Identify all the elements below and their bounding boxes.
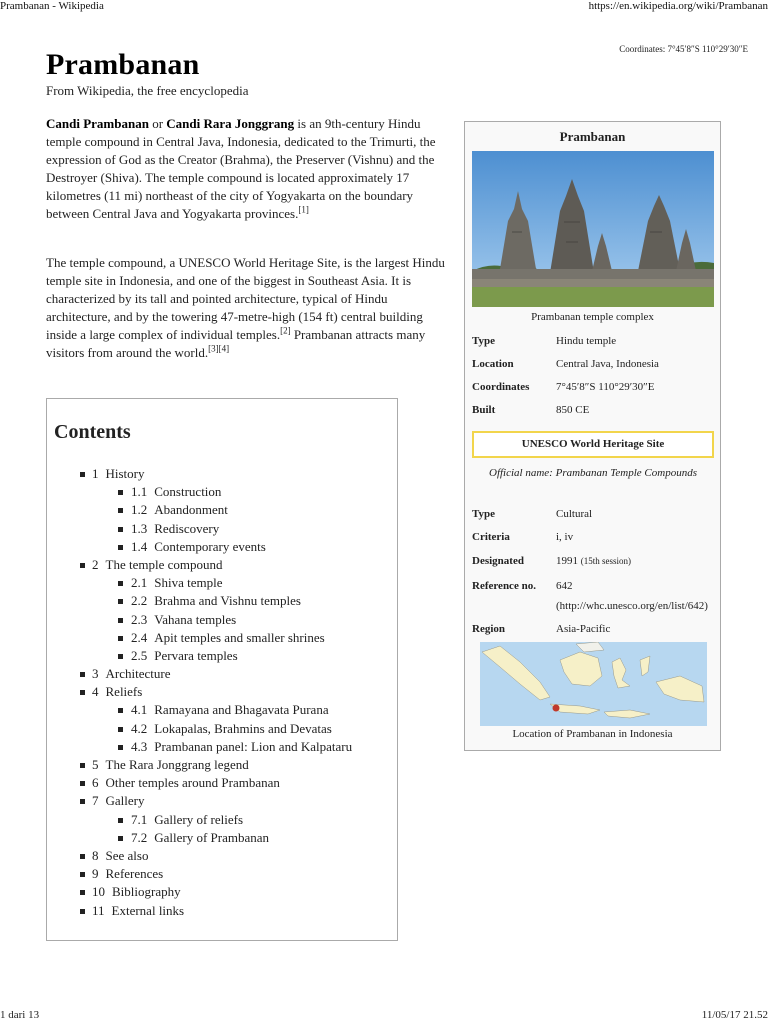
toc-item-text[interactable] — [92, 465, 145, 483]
toc-number: 6 — [92, 775, 99, 791]
citation-3[interactable]: [3] — [208, 343, 219, 354]
toc-item-text[interactable] — [92, 683, 142, 701]
toc-number: 7.1 — [131, 811, 148, 827]
toc-number: 3 — [92, 666, 99, 682]
toc-number: 7.2 — [131, 829, 148, 845]
infobox-label: Criteria — [472, 531, 510, 543]
bullet-icon — [80, 563, 85, 568]
toc-label: Contemporary events — [154, 538, 266, 554]
toc-number: 1 — [92, 466, 99, 481]
infobox-value — [556, 504, 716, 524]
toc-number: 2.3 — [131, 611, 148, 627]
bullet-icon — [118, 581, 123, 586]
toc-item[interactable] — [47, 683, 397, 701]
indonesia-map-image — [480, 642, 707, 726]
toc-number: 2.1 — [131, 575, 148, 591]
official-name: Official name: Prambanan Temple Compounds — [489, 467, 697, 479]
map-caption: Location of Prambanan in Indonesia — [512, 728, 673, 740]
toc-item-text[interactable] — [131, 538, 266, 556]
toc-item[interactable] — [47, 774, 397, 792]
toc-item[interactable] — [47, 792, 397, 810]
temple-photo[interactable] — [472, 151, 714, 307]
toc-label: Brahma and Vishnu temples — [154, 593, 301, 609]
toc-label: Pervara temples — [154, 647, 238, 663]
infobox-value — [556, 619, 716, 639]
toc-number: 5 — [92, 757, 99, 772]
toc-label: Shiva temple — [154, 575, 223, 591]
toc-label: The temple compound — [105, 556, 223, 572]
bullet-icon — [80, 472, 85, 477]
bullet-icon — [118, 508, 123, 513]
bullet-icon — [118, 599, 123, 604]
toc-item[interactable] — [47, 483, 397, 501]
location-marker — [553, 705, 560, 712]
bullet-icon — [118, 727, 123, 732]
or-word: or — [148, 116, 167, 131]
toc-item-text[interactable] — [131, 701, 329, 719]
toc-number: 1.4 — [131, 538, 148, 554]
toc-number: 1.2 — [131, 502, 148, 518]
bullet-icon — [118, 745, 123, 750]
toc-number: 1.1 — [131, 484, 148, 500]
temple-photo-image — [472, 151, 714, 307]
toc-list — [47, 465, 397, 920]
infobox-value — [556, 527, 716, 547]
bullet-icon — [118, 636, 123, 641]
toc-item[interactable] — [47, 738, 397, 756]
bullet-icon — [80, 854, 85, 859]
toc-item[interactable] — [47, 902, 397, 920]
print-timestamp: 11/05/17 21.52 — [701, 1009, 768, 1021]
bullet-icon — [80, 799, 85, 804]
bullet-icon — [80, 672, 85, 677]
toc-label: Prambanan panel: Lion and Kalpataru — [154, 738, 353, 754]
infobox-value — [556, 377, 716, 397]
citation-2[interactable]: [2] — [280, 325, 291, 336]
toc-number: 4.3 — [131, 738, 148, 754]
infobox-label: Type — [472, 508, 496, 520]
toc-item-text[interactable] — [131, 738, 352, 756]
print-header-url[interactable]: https://en.wikipedia.org/wiki/Prambanan — [588, 0, 768, 12]
toc-item[interactable] — [47, 611, 397, 629]
toc-item-text[interactable] — [131, 611, 236, 629]
toc-item-text[interactable] — [131, 647, 238, 665]
intro-text-3: Prambanan attracts many visitors from around the world. — [46, 327, 426, 360]
infobox-value — [556, 331, 716, 351]
toc-item[interactable] — [47, 520, 397, 538]
toc-item[interactable] — [47, 556, 397, 574]
toc-item[interactable] — [47, 701, 397, 719]
toc-item[interactable] — [47, 720, 397, 738]
bullet-icon — [118, 545, 123, 550]
toc-label: Gallery of reliefs — [154, 811, 244, 827]
infobox-label: Built — [472, 404, 496, 416]
infobox-value-text: 1991 — [556, 555, 578, 567]
toc-label: Architecture — [105, 666, 171, 682]
toc-label: The Rara Jonggrang legend — [105, 757, 249, 772]
toc-label: Other temples around Prambanan — [105, 775, 280, 791]
location-map[interactable] — [480, 642, 707, 726]
bullet-icon — [80, 690, 85, 695]
toc-item-text[interactable] — [131, 811, 243, 829]
toc-label: Vahana temples — [154, 611, 237, 627]
toc-label: See also — [105, 847, 149, 863]
toc-item[interactable] — [47, 647, 397, 665]
toc-item-text[interactable] — [92, 756, 249, 774]
infobox-value-text: 850 CE — [556, 404, 590, 416]
toc-item[interactable] — [47, 811, 397, 829]
toc-number: 4.1 — [131, 702, 148, 718]
toc-item-text[interactable] — [92, 774, 280, 792]
toc-label: References — [105, 866, 164, 882]
infobox-value — [556, 354, 716, 374]
toc-item[interactable] — [47, 629, 397, 647]
intro-paragraph-2 — [46, 254, 454, 362]
toc-number: 7 — [92, 793, 99, 809]
toc-number: 1.3 — [131, 520, 148, 536]
toc-item[interactable] — [47, 592, 397, 610]
toc-number: 2 — [92, 556, 99, 572]
print-header-title: Prambanan - Wikipedia — [0, 0, 104, 12]
toc-item-text[interactable] — [92, 665, 170, 683]
infobox-value-note: (15th session) — [580, 556, 631, 566]
toc-item[interactable] — [47, 756, 397, 774]
citation-4[interactable]: [4] — [218, 343, 230, 354]
toc-item[interactable] — [47, 829, 397, 847]
toc-item[interactable] — [47, 665, 397, 683]
infobox-label: Designated — [472, 555, 524, 567]
infobox-value-text: i, iv — [556, 531, 574, 543]
table-of-contents — [46, 398, 398, 941]
toc-number: 4 — [92, 684, 99, 700]
infobox-label: Reference no. — [472, 580, 536, 592]
infobox-value-text: Asia-Pacific — [556, 623, 611, 635]
bullet-icon — [118, 490, 123, 495]
coordinates-link[interactable]: Coordinates: 7°45′8″S 110°29′30″E — [619, 44, 748, 54]
bullet-icon — [80, 909, 85, 914]
bold-name-2: Candi Rara Jonggrang — [166, 116, 295, 131]
toc-label: Rediscovery — [154, 520, 220, 536]
infobox — [464, 121, 721, 751]
toc-item[interactable] — [47, 501, 397, 519]
infobox-label: Coordinates — [472, 381, 530, 393]
toc-item-text[interactable] — [131, 483, 221, 501]
toc-item-text[interactable] — [131, 829, 269, 847]
toc-item-text[interactable] — [92, 792, 144, 810]
bullet-icon — [118, 836, 123, 841]
toc-label: Gallery — [105, 793, 145, 809]
toc-label: Gallery of Prambanan — [154, 829, 270, 845]
unesco-header: UNESCO World Heritage Site — [472, 431, 714, 458]
toc-label: Construction — [154, 484, 222, 500]
bullet-icon — [80, 872, 85, 877]
toc-label: Apit temples and smaller shrines — [154, 629, 325, 645]
toc-item[interactable] — [47, 883, 397, 901]
photo-caption: Prambanan temple complex — [531, 311, 654, 323]
intro-text-2: The temple compound, a UNESCO World Heritage Site, is the largest Hindu temple site in Indonesia, and one of the biggest in Southeast Asia. It is characterized by its tall and pointed architecture, typical of Hindu architecture, and by the towering 47-metre-high (154 ft) central building inside a large complex of individual temples. — [46, 255, 445, 342]
infobox-value-text: Hindu temple — [556, 335, 617, 347]
intro-paragraph-1 — [46, 115, 454, 223]
toc-number: 8 — [92, 847, 99, 863]
toc-item-text[interactable] — [92, 847, 148, 865]
toc-number: 4.2 — [131, 720, 148, 736]
toc-item-text[interactable] — [131, 520, 219, 538]
toc-number: 2.2 — [131, 593, 148, 609]
bullet-icon — [80, 890, 85, 895]
toc-item-text[interactable] — [92, 883, 181, 901]
intro-text-1: is an 9th-century Hindu temple compound in Central Java, Indonesia, dedicated to the Trimurti, the expression of God as the Creator (Brahma), the Preserver (Vishnu) and the Destroyer (Shiva). The temple compound is located approximately 17 kilometres (11 mi) northeast of the city of Yogyakarta on the boundary between Central Java and Yogyakarta provinces. — [46, 116, 436, 221]
toc-label: Abandonment — [154, 502, 228, 518]
bullet-icon — [80, 781, 85, 786]
toc-number: 11 — [92, 902, 105, 918]
infobox-value-text: 642 (http://whc.unesco.org/en/list/642) — [556, 580, 708, 612]
toc-label: Ramayana and Bhagavata Purana — [154, 702, 329, 718]
page-tagline: From Wikipedia, the free encyclopedia — [46, 83, 249, 98]
toc-item-text[interactable] — [131, 501, 228, 519]
toc-label: Bibliography — [112, 884, 181, 900]
citation-1[interactable]: [1] — [298, 204, 309, 215]
bullet-icon — [80, 763, 85, 768]
toc-item[interactable] — [47, 465, 397, 483]
toc-item-text[interactable] — [131, 629, 325, 647]
toc-label: History — [105, 466, 145, 481]
page-number: 1 dari 13 — [0, 1009, 40, 1021]
infobox-label: Location — [472, 358, 514, 370]
infobox-label: Region — [472, 623, 505, 635]
infobox-value — [556, 400, 716, 420]
toc-number: 9 — [92, 866, 99, 882]
toc-item-text[interactable] — [131, 720, 332, 738]
bullet-icon — [118, 654, 123, 659]
toc-item-text[interactable] — [92, 556, 222, 574]
infobox-value-text: Cultural — [556, 508, 593, 520]
toc-item[interactable] — [47, 538, 397, 556]
bold-name-1: Candi Prambanan — [46, 116, 149, 131]
infobox-label: Type — [472, 335, 496, 347]
toc-item[interactable] — [47, 847, 397, 865]
bullet-icon — [118, 818, 123, 823]
bullet-icon — [118, 618, 123, 623]
infobox-value-text: 7°45′8″S 110°29′30″E — [556, 381, 655, 393]
toc-item-text[interactable] — [131, 574, 223, 592]
toc-label: Reliefs — [105, 684, 143, 700]
toc-number: 2.4 — [131, 629, 148, 645]
infobox-value — [556, 551, 716, 571]
toc-item[interactable] — [47, 865, 397, 883]
toc-number: 10 — [92, 884, 105, 900]
toc-title: Contents — [54, 421, 131, 443]
toc-item-text[interactable] — [92, 902, 184, 920]
page-title: Prambanan — [46, 48, 200, 81]
toc-label: Lokapalas, Brahmins and Devatas — [154, 720, 332, 736]
toc-item-text[interactable] — [131, 592, 301, 610]
toc-number: 2.5 — [131, 647, 148, 663]
infobox-title: Prambanan — [559, 129, 626, 144]
infobox-value — [556, 576, 716, 616]
toc-label: External links — [111, 902, 185, 918]
toc-item[interactable] — [47, 574, 397, 592]
toc-item-text[interactable] — [92, 865, 163, 883]
bullet-icon — [118, 527, 123, 532]
bullet-icon — [118, 708, 123, 713]
infobox-value-text: Central Java, Indonesia — [556, 358, 659, 370]
